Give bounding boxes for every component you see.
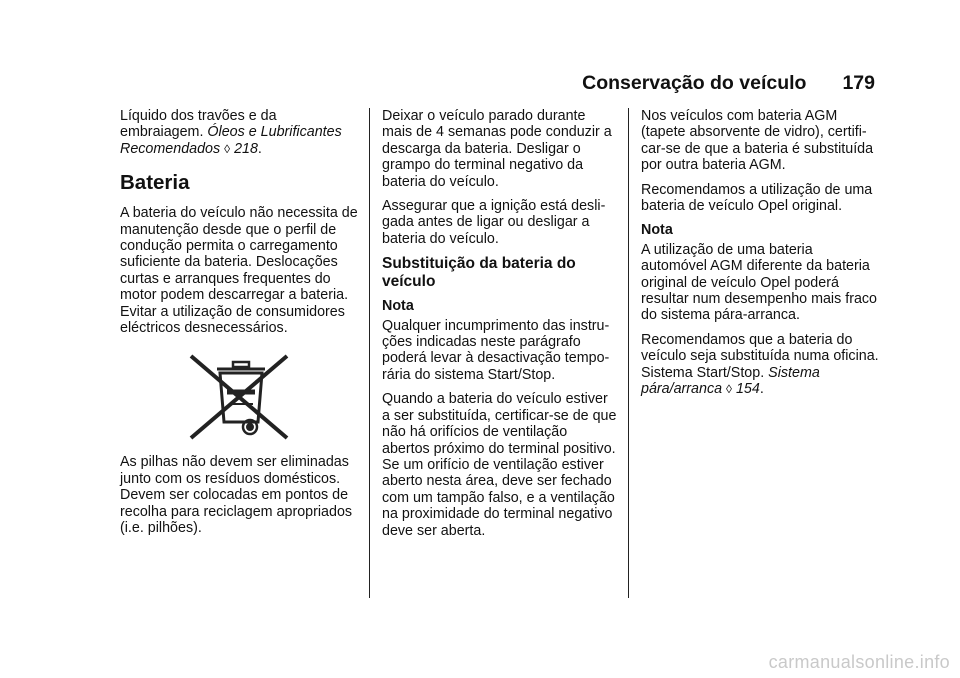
- page-ref-icon: ◊: [726, 382, 732, 397]
- paragraph: Assegurar que a ignição está desligada antes de ligar ou desligar a bateria do veículo.: [382, 198, 606, 247]
- paragraph: Nos veículos com bateria AGM (tapete absorvente de vidro), certificar-se de que a bateria é substituída por outra bateria AGM.: [641, 108, 874, 174]
- crossed-out-wheelie-bin-icon: [120, 352, 360, 442]
- note-label: Nota: [641, 222, 673, 239]
- paragraph: Quando a bateria do veículo estiver a ser substituída, certificar-se de que não há orifícios de ventilação abertos próximo do terminal positivo. Se um orifício de ventilação estiver aberto nesta área, deve ser fechado com um tampão falso, e a ventilação na proximidade do terminal negativo deve ser aberta.: [382, 391, 617, 539]
- note-label: Nota: [382, 298, 414, 315]
- column-1: [120, 108, 360, 545]
- intro-paragraph: Líquido dos travões e da embraiagem. Óleos e Lubrificantes Recomendados ◊ 218.: [120, 108, 342, 157]
- paragraph: A bateria do veículo não necessita de manutenção desde que o perfil de condução permita o carregamento suficiente da bateria. Deslocações curtas e arranques frequentes do motor podem descarregar a bateria. Evitar a utilização de consumidores eléctricos desnecessários.: [120, 205, 358, 337]
- note-text: Qualquer incumprimento das instruções indicadas neste parágrafo poderá levar à desactivação temporária do sistema Start/Stop.: [382, 317, 610, 383]
- column-divider: [628, 108, 629, 598]
- cross-reference-link[interactable]: Óleos e Lubrificantes Recomendados ◊ 218: [120, 124, 342, 157]
- page-number: 179: [842, 72, 875, 94]
- column-2: [382, 108, 618, 547]
- watermark: carmanualsonline.info: [768, 652, 950, 672]
- paragraph: Deixar o veículo parado durante mais de 4 semanas pode conduzir a descarga da bateria. Desligar o grampo do terminal negativo da bateria do veículo.: [382, 108, 612, 190]
- paragraph: Recomendamos a utilização de uma bateria de veículo Opel original.: [641, 181, 873, 215]
- paragraph: As pilhas não devem ser eliminadas junto com os resíduos domésticos. Devem ser colocadas em pontos de recolha para reciclagem apropriados (i.e. pilhões).: [120, 454, 353, 537]
- section-heading: Bateria: [120, 171, 190, 195]
- subsection-heading: Substituição da bateria do veículo: [382, 255, 576, 291]
- section-title: Conservação do veículo: [582, 72, 807, 94]
- cross-reference-link[interactable]: Sistema pára/arranca ◊ 154: [641, 364, 820, 398]
- page-ref-icon: ◊: [224, 141, 231, 156]
- paragraph: Recomendamos que a bateria do veículo seja substituída numa oficina. Sistema Start/Stop. Sistema pára/arranca ◊ 154.: [641, 331, 879, 398]
- note-text: A utilização de uma bateria automóvel AGM diferente da bateria original de veículo Opel poderá resultar num desempenho mais fraco do sistema pára-arranca.: [641, 241, 878, 324]
- page-header: [582, 72, 875, 95]
- column-3: [641, 108, 879, 406]
- column-divider: [369, 108, 370, 598]
